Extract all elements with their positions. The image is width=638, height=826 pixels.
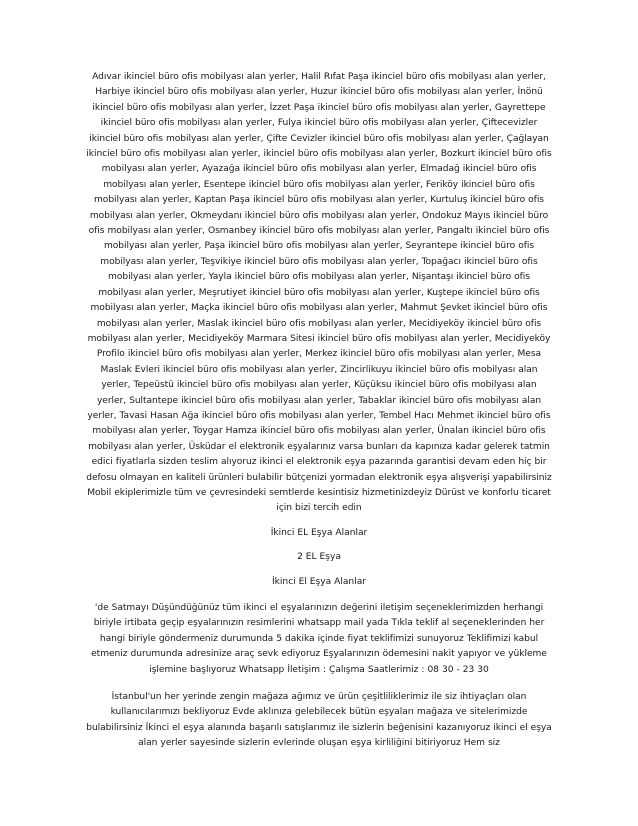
heading-2-el-esya: 2 EL Eşya xyxy=(297,552,341,563)
paragraph-istanbul-stores: İstanbul'un her yerinde zengin mağaza ağımız ve ürün çeşitliliklerimiz ile siz ihtiyaçları olan kullanıcılarımızı bekliyoruz Evde aklınıza gelebilecek bütün eşyaları mağaza ve sitelerimizde bulabilirsiniz İkinci el eşya alanında başarılı satışlarımız ile sizlerin beğenisini kazanıyoruz ikinci el eşya alan yerler sayesinde sizlerin evlerinde oluşan eşya kirliliğini bitiriyoruz Hem siz xyxy=(86,692,552,749)
paragraph-locations: Adıvar ikinciel büro ofis mobilyası alan yerler, Halil Rıfat Paşa ikinciel büro ofis mobilyası alan yerler, Harbiye ikinciel büro ofis mobilyası alan yerler, Huzur ikinciel büro ofis mobilyası alan yerler, İnönü ikinciel büro ofis mobilyası alan yerler, İzzet Paşa ikinciel büro ofis mobilyası alan yerler, Gayrettepe ikinciel büro ofis mobilyası alan yerler, Fulya ikinciel büro ofis mobilyası alan yerler, Çiftecevizler ikinciel büro ofis mobilyası alan yerler, Çifte Cevizler ikinciel büro ofis mobilyası alan yerler, Çağlayan ikinciel büro ofis mobilyası alan yerler, ikinciel büro ofis mobilyası alan yerler, Bozkurt ikinciel büro ofis mobilyası alan yerler, Ayazağa ikinciel büro ofis mobilyası alan yerler, Elmadağ ikinciel büro ofis mobilyası alan yerler, Esentepe ikinciel büro ofis mobilyası alan yerler, Feriköy ikinciel büro ofis mobilyası alan yerler, Kaptan Paşa ikinciel büro ofis mobilyası alan yerler, Kurtuluş ikinciel büro ofis mobilyası alan yerler, Okmeydanı ikinciel büro ofis mobilyası alan yerler, Ondokuz Mayıs ikinciel büro ofis mobilyası alan yerler, Osmanbey ikinciel büro ofis mobilyası alan yerler, Pangaltı ikinciel büro ofis mobilyası alan yerler, Paşa ikinciel büro ofis mobilyası alan yerler, Seyrantepe ikinciel büro ofis mobilyası alan yerler, Teşvikiye ikinciel büro ofis mobilyası alan yerler, Topağacı ikinciel büro ofis mobilyası alan yerler, Yayla ikinciel büro ofis mobilyası alan yerler, Nişantaşı ikinciel büro ofis mobilyası alan yerler, Meşrutiyet ikinciel büro ofis mobilyası alan yerler, Kuştepe ikinciel büro ofis mobilyası alan yerler, Maçka ikinciel büro ofis mobilyası alan yerler, Mahmut Şevket ikinciel büro ofis mobilyası alan yerler, Maslak ikinciel büro ofis mobilyası alan yerler, Mecidiyeköy ikinciel büro ofis mobilyası alan yerler, Mecidiyeköy Marmara Sitesi ikinciel büro ofis mobilyası alan yerler, Mecidiyeköy Profilo ikinciel büro ofis mobilyası alan yerler, Merkez ikinciel büro ofis mobilyası alan yerler, Mesa Maslak Evleri ikinciel büro ofis mobilyası alan yerler, Zincirlikuyu ikinciel büro ofis mobilyası alan yerler, Tepeüstü ikinciel büro ofis mobilyası alan yerler, Küçüksu ikinciel büro ofis mobilyası alan yerler, Sultantepe ikinciel büro ofis mobilyası alan yerler, Tabaklar ikinciel büro ofis mobilyası alan yerler, Tavasi Hasan Ağa ikinciel büro ofis mobilyası alan yerler, Tembel Hacı Mehmet ikinciel büro ofis mobilyası alan yerler, Toygar Hamza ikinciel büro ofis mobilyası alan yerler, Ünalan ikinciel büro ofis mobilyası alan yerler, Üsküdar el elektronik eşyalarınız varsa bunları da kapınıza kadar gelerek tatmin edici fiyatlarla sizden teslim alıyoruz ikinci el elektronik eşya pazarında garantisi devam eden hiç bir defosu olmayan en kaliteli ürünleri bulabilir bütçenizi yormadan elektronik eşya alışverişi yapabilirsiniz Mobil ekiplerimizle tüm ve çevresindeki semtlerde kesintisiz hizmetinizdeyiz Dürüst ve konforlu ticaret için bizi tercih edin xyxy=(86,72,552,514)
heading-ikinci-el-esya-alanlar: İkinci EL Eşya Alanlar xyxy=(270,527,368,538)
document-page xyxy=(86,70,552,752)
paragraph-sell-process: 'de Satmayı Düşündüğünüz tüm ikinci el eşyalarınızın değerini iletişim seçeneklerimizden herhangi biriyle irtibata geçip eşyalarınızın resimlerini whatsapp mail yada Tıkla teklif al seçeneklerinden her hangi biriyle göndermeniz durumunda 5 dakika içinde fiyat teklifimizi sunuyoruz Teklifimizi kabul etmeniz durumunda adresinize araç sevk ediyoruz Eşyalarınızın ödemesini nakit yapıyor ve yükleme işlemine başlıyoruz Whatsapp İletişim : Çalışma Saatlerimiz : 08 30 - 23 30 xyxy=(91,603,547,675)
heading-ikinci-el-esya-alanlar-2: İkinci El Eşya Alanlar xyxy=(271,576,367,587)
